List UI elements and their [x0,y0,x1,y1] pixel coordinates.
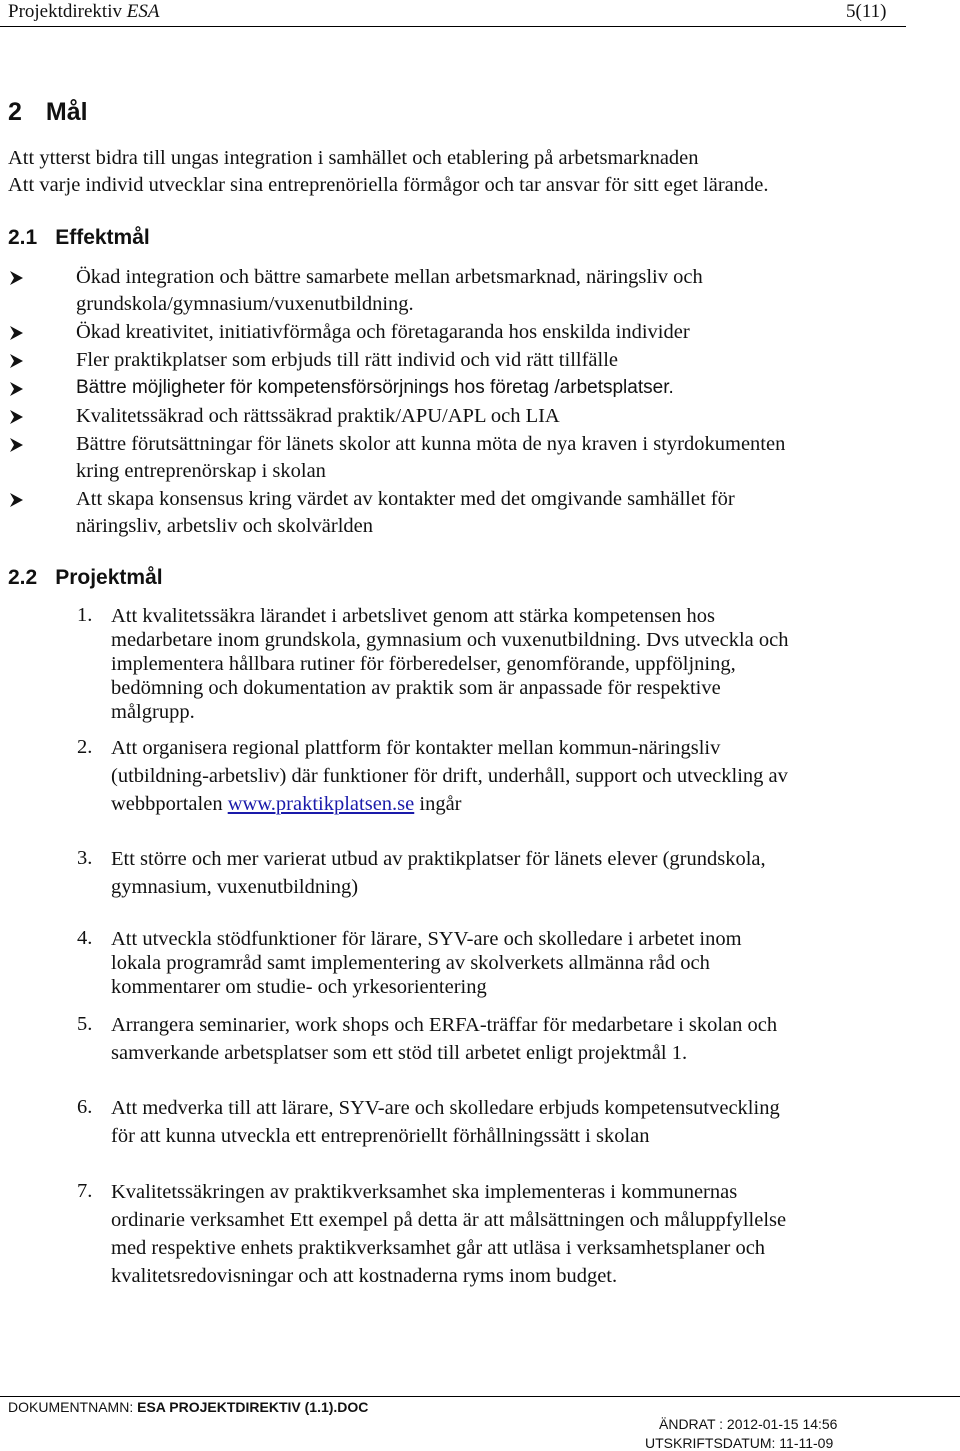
section-2-2-number: 2.2 [8,566,38,589]
arrow-bullet-icon [9,270,25,286]
bullet-1-line-1: Ökad integration och bättre samarbete mellan arbetsmarknad, näringsliv och [76,266,703,288]
item-7-number: 7. [77,1180,93,1202]
header-title-text: Projektdirektiv [8,1,127,22]
item-2-line-3 [111,792,462,816]
item-1-line-2: medarbetare inom grundskola, gymnasium och vuxenutbildning. Dvs utveckla och [111,629,789,651]
item-7-line-1: Kvalitetssäkringen av praktikverksamhet ska implementeras i kommunernas [111,1181,738,1203]
section-2-2-heading [8,566,163,590]
footer-doc-value: ESA PROJEKTDIREKTIV (1.1).DOC [137,1399,369,1415]
footer-rule [0,1396,960,1397]
item-1-line-1: Att kvalitetssäkra lärandet i arbetslivet genom att stärka kompetensen hos [111,605,715,627]
item-3-line-1: Ett större och mer varierat utbud av praktikplatser för länets elever (grundskola, [111,848,766,870]
item-4-line-2: lokala programråd samt implementering av skolverkets allmänna råd och [111,952,710,974]
footer-doc-label: DOKUMENTNAMN: [8,1399,138,1415]
bullet-5-line-1: Kvalitetssäkrad och rättssäkrad praktik/APU/APL och LIA [76,405,560,427]
section-2-title: Mål [45,98,88,126]
item-6-number: 6. [77,1096,93,1118]
page-number: 5(11) [846,1,887,22]
bullet-7-line-2: näringsliv, arbetsliv och skolvärlden [76,515,373,537]
section-2-1-number: 2.1 [8,226,38,249]
bullet-6-line-1: Bättre förutsättningar för länets skolor att kunna möta de nya kraven i styrdokumenten [76,433,786,455]
section-2-heading [8,98,88,127]
item-3-number: 3. [77,847,93,869]
item-7-line-3: med respektive enhets praktikverksamhet går att utläsa i verksamhetsplaner och [111,1237,766,1259]
item-2-number: 2. [77,736,93,758]
praktikplatsen-link[interactable]: www.praktikplatsen.se [227,793,415,815]
bullet-4-line-1: Bättre möjligheter för kompetensförsörjnings hos företag /arbetsplatser. [76,377,674,398]
section-2-number: 2 [8,98,22,126]
item-1-line-4: bedömning och dokumentation av praktik som är anpassade för respektive [111,677,721,699]
bullet-3-line-1: Fler praktikplatser som erbjuds till rätt individ och vid rätt tillfälle [76,349,618,371]
arrow-bullet-icon [9,492,25,508]
item-5-number: 5. [77,1013,93,1035]
section-2-1-heading [8,226,150,250]
bullet-1-line-2: grundskola/gymnasium/vuxenutbildning. [76,293,414,315]
header-title-italic: ESA [126,1,160,22]
item-2-line-2: (utbildning-arbetsliv) där funktioner för drift, underhåll, support och utveckling av [111,765,788,787]
footer-document-name [8,1399,368,1415]
header-title [8,1,159,23]
item-4-line-3: kommentarer om studie- och yrkesorientering [111,976,487,998]
item-3-line-2: gymnasium, vuxenutbildning) [111,876,359,898]
item-7-line-2: ordinarie verksamhet Ett exempel på detta är att målsättningen och måluppfyllelse [111,1209,787,1231]
footer-changed: ÄNDRAT : 2012-01-15 14:56 [659,1416,838,1432]
item-2-line-1: Att organisera regional plattform för kontakter mellan kommun-näringsliv [111,737,721,759]
item-2-line-3-suffix: ingår [414,793,462,815]
item-4-line-1: Att utveckla stödfunktioner för lärare, SYV-are och skolledare i arbetet inom [111,928,742,950]
section-2-2-title: Projektmål [55,566,163,589]
arrow-bullet-icon [9,325,25,341]
item-5-line-1: Arrangera seminarier, work shops och ERFA-träffar för medarbetare i skolan och [111,1014,778,1036]
item-1-line-5: målgrupp. [111,701,195,723]
item-5-line-2: samverkande arbetsplatser som ett stöd till arbetet enligt projektmål 1. [111,1042,688,1064]
bullet-7-line-1: Att skapa konsensus kring värdet av kontakter med det omgivande samhället för [76,488,735,510]
item-2-line-3-prefix: webbportalen [111,793,228,815]
header-rule [0,26,906,27]
arrow-bullet-icon [9,353,25,369]
section-2-1-title: Effektmål [55,226,150,249]
bullet-6-line-2: kring entreprenörskap i skolan [76,460,326,482]
item-1-line-3: implementera hållbara rutiner för förberedelser, genomförande, uppföljning, [111,653,736,675]
section-2-line-2: Att varje individ utvecklar sina entreprenöriella förmågor och tar ansvar för sitt eget lärande. [8,174,769,196]
bullet-2-line-1: Ökad kreativitet, initiativförmåga och företagaranda hos enskilda individer [76,321,690,343]
item-6-line-1: Att medverka till att lärare, SYV-are och skolledare erbjuds kompetensutveckling [111,1097,780,1119]
item-7-line-4: kvalitetsredovisningar och att kostnaderna ryms inom budget. [111,1265,618,1287]
section-2-line-1: Att ytterst bidra till ungas integration i samhället och etablering på arbetsmarknaden [8,147,699,169]
arrow-bullet-icon [9,381,25,397]
footer-printed: UTSKRIFTSDATUM: 11-11-09 [645,1435,834,1451]
arrow-bullet-icon [9,437,25,453]
item-1-number: 1. [77,604,93,626]
item-6-line-2: för att kunna utveckla ett entreprenöriellt förhållningssätt i skolan [111,1125,650,1147]
item-4-number: 4. [77,927,93,949]
arrow-bullet-icon [9,409,25,425]
